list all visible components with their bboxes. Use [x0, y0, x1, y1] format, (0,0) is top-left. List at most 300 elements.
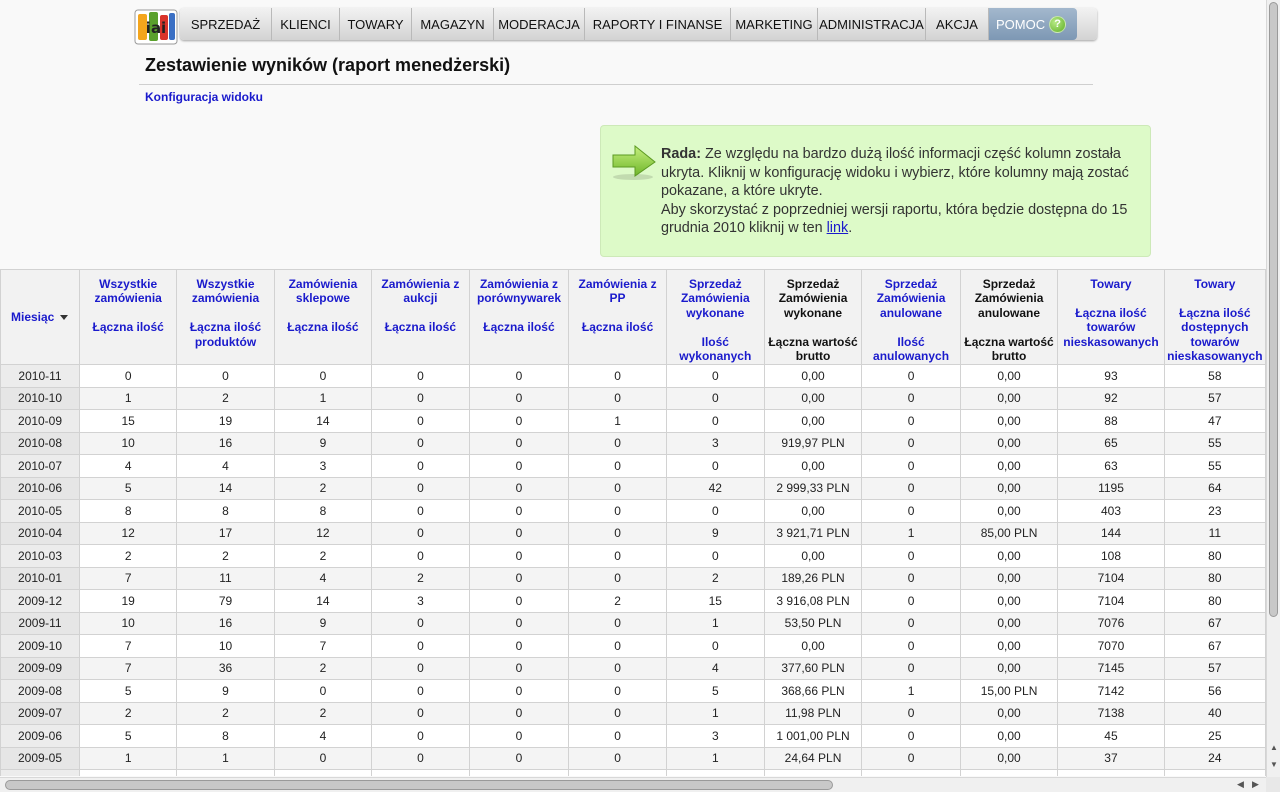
tip-line-2-end: . — [848, 220, 853, 236]
table-cell: 0 — [372, 432, 470, 455]
table-cell: 0 — [862, 477, 961, 500]
nav-akcja[interactable]: AKCJA — [926, 8, 989, 40]
table-cell: 57 — [1164, 387, 1265, 410]
table-cell: 0 — [666, 387, 764, 410]
nav-magazyn[interactable]: MAGAZYN — [412, 8, 494, 40]
month-cell: 2010-01 — [1, 567, 80, 590]
old-report-link[interactable]: link — [826, 220, 849, 236]
table-cell: 8 — [177, 725, 274, 748]
table-cell: 0 — [569, 680, 667, 703]
table-cell: 55 — [1164, 432, 1265, 455]
page-title: Zestawienie wyników (raport menedżerski) — [145, 55, 511, 75]
scroll-left-arrow-icon[interactable]: ◀ — [1237, 779, 1244, 789]
table-cell: 0 — [372, 410, 470, 433]
table-cell: 10 — [80, 432, 177, 455]
table-cell: 0,00 — [960, 725, 1058, 748]
table-cell: 2 — [274, 545, 372, 568]
month-header-label: Miesiąc — [11, 309, 55, 324]
main-nav — [180, 8, 1097, 40]
table-cell: 36 — [177, 657, 274, 680]
table-cell: 0 — [862, 590, 961, 613]
table-cell: 1 — [80, 387, 177, 410]
table-cell: 0,00 — [960, 387, 1058, 410]
table-cell: 0 — [569, 612, 667, 635]
table-cell — [80, 770, 177, 777]
table-cell: 0 — [469, 725, 569, 748]
table-cell — [274, 770, 372, 777]
logo[interactable] — [134, 9, 178, 45]
tip-label: Rada: — [661, 146, 701, 162]
table-cell: 5 — [80, 477, 177, 500]
table-cell: 7145 — [1058, 657, 1164, 680]
column-header-metric: Łączna ilość — [483, 320, 555, 335]
month-cell: 2009-09 — [1, 657, 80, 680]
table-cell: 9 — [274, 432, 372, 455]
table-cell: 0,00 — [960, 590, 1058, 613]
table-cell: 0 — [666, 545, 764, 568]
table-cell: 11,98 PLN — [764, 702, 862, 725]
report-table-body — [1, 365, 1266, 777]
table-cell: 2 — [177, 702, 274, 725]
table-cell: 1 — [862, 680, 961, 703]
table-cell: 0 — [569, 635, 667, 658]
month-cell: 2009-08 — [1, 680, 80, 703]
table-cell: 377,60 PLN — [764, 657, 862, 680]
table-cell: 64 — [1164, 477, 1265, 500]
column-header-month[interactable] — [1, 270, 80, 365]
table-cell: 19 — [177, 410, 274, 433]
table-row — [1, 432, 1266, 455]
column-header[interactable] — [80, 270, 177, 365]
table-cell: 85,00 PLN — [960, 522, 1058, 545]
nav-administracja[interactable]: ADMINISTRACJA — [818, 8, 926, 40]
table-cell: 2 — [372, 567, 470, 590]
table-cell: 0 — [569, 567, 667, 590]
table-cell: 0 — [666, 365, 764, 388]
table-cell: 80 — [1164, 590, 1265, 613]
table-cell: 10 — [177, 635, 274, 658]
table-cell: 1 — [274, 387, 372, 410]
table-cell: 0 — [569, 522, 667, 545]
month-cell: 2010-09 — [1, 410, 80, 433]
table-cell: 0 — [469, 567, 569, 590]
table-cell: 0 — [469, 545, 569, 568]
column-header-group: Wszystkie zamówienia — [94, 277, 162, 306]
table-cell: 56 — [1164, 680, 1265, 703]
vertical-scrollbar[interactable] — [1266, 0, 1280, 777]
table-cell: 0 — [862, 725, 961, 748]
table-cell: 14 — [177, 477, 274, 500]
table-cell: 67 — [1164, 635, 1265, 658]
table-cell: 0 — [372, 387, 470, 410]
table-row — [1, 590, 1266, 613]
table-cell: 7 — [80, 657, 177, 680]
table-cell: 0 — [862, 567, 961, 590]
table-cell: 2 — [569, 590, 667, 613]
table-cell: 403 — [1058, 500, 1164, 523]
table-cell: 1 — [666, 702, 764, 725]
table-cell: 92 — [1058, 387, 1164, 410]
table-cell: 2 — [80, 545, 177, 568]
table-cell — [862, 770, 961, 777]
table-cell: 0 — [372, 747, 470, 770]
table-cell: 1 — [80, 747, 177, 770]
table-cell: 0 — [862, 500, 961, 523]
view-config-link[interactable]: Konfiguracja widoku — [145, 90, 264, 104]
table-cell: 0,00 — [960, 702, 1058, 725]
table-row — [1, 567, 1266, 590]
table-cell: 47 — [1164, 410, 1265, 433]
table-cell — [1164, 770, 1265, 777]
table-cell: 4 — [666, 657, 764, 680]
table-cell: 0,00 — [960, 545, 1058, 568]
nav-raporty-i-finanse[interactable]: RAPORTY I FINANSE — [585, 8, 731, 40]
table-cell: 15 — [666, 590, 764, 613]
table-row — [1, 747, 1266, 770]
table-cell: 8 — [80, 500, 177, 523]
column-header-metric: Łączna wartość brutto — [768, 334, 858, 364]
nav-moderacja[interactable]: MODERACJA — [494, 8, 585, 40]
table-cell: 4 — [80, 455, 177, 478]
horizontal-scroll-thumb[interactable] — [5, 780, 833, 790]
table-cell: 0,00 — [960, 657, 1058, 680]
table-cell — [666, 770, 764, 777]
table-cell: 12 — [80, 522, 177, 545]
month-cell: 2009-12 — [1, 590, 80, 613]
table-cell: 0 — [569, 500, 667, 523]
table-cell: 0 — [666, 500, 764, 523]
table-cell: 7104 — [1058, 567, 1164, 590]
table-cell: 0 — [569, 387, 667, 410]
table-cell: 0 — [862, 545, 961, 568]
table-cell: 0,00 — [764, 500, 862, 523]
title-divider — [139, 84, 1093, 85]
table-cell: 0 — [569, 365, 667, 388]
column-header[interactable] — [1058, 270, 1164, 365]
table-cell: 0 — [862, 432, 961, 455]
table-cell: 0,00 — [764, 365, 862, 388]
table-cell: 58 — [1164, 365, 1265, 388]
table-cell: 7142 — [1058, 680, 1164, 703]
month-cell: 2010-07 — [1, 455, 80, 478]
table-row — [1, 410, 1266, 433]
table-cell: 80 — [1164, 567, 1265, 590]
table-cell: 0 — [666, 455, 764, 478]
column-header-metric: Ilość anulowanych — [873, 334, 950, 364]
table-cell: 11 — [1164, 522, 1265, 545]
table-row — [1, 522, 1266, 545]
table-cell: 0 — [372, 612, 470, 635]
table-cell: 0,00 — [764, 387, 862, 410]
table-cell: 63 — [1058, 455, 1164, 478]
table-cell: 7104 — [1058, 590, 1164, 613]
table-cell: 144 — [1058, 522, 1164, 545]
table-cell: 12 — [274, 522, 372, 545]
table-cell: 79 — [177, 590, 274, 613]
table-cell: 17 — [177, 522, 274, 545]
table-cell: 0,00 — [960, 612, 1058, 635]
table-cell: 4 — [274, 567, 372, 590]
nav-pomoc-label: POMOC — [996, 16, 1046, 32]
column-header-group: Sprzedaż Zamówienia anulowane — [876, 277, 946, 320]
table-row — [1, 365, 1266, 388]
table-cell: 0,00 — [960, 567, 1058, 590]
help-icon: ? — [1049, 16, 1066, 33]
table-cell: 10 — [80, 612, 177, 635]
table-cell: 0 — [274, 680, 372, 703]
column-header-metric: Łączna ilość — [287, 320, 359, 335]
table-row — [1, 477, 1266, 500]
month-cell: 2009-05 — [1, 747, 80, 770]
table-cell: 0 — [469, 477, 569, 500]
table-cell: 24 — [1164, 747, 1265, 770]
table-cell: 0 — [469, 522, 569, 545]
column-header-group: Sprzedaż Zamówienia anulowane — [974, 277, 1044, 320]
tip-box — [600, 125, 1151, 257]
table-cell: 2 — [177, 545, 274, 568]
table-cell: 0 — [469, 680, 569, 703]
sort-desc-icon — [60, 315, 68, 320]
column-header-metric: Łączna ilość dostępnych towarów nieskasowanych — [1167, 305, 1263, 364]
table-cell: 0 — [177, 365, 274, 388]
table-cell: 0 — [469, 387, 569, 410]
table-cell: 0 — [862, 657, 961, 680]
column-header — [764, 270, 862, 365]
table-cell: 7 — [274, 635, 372, 658]
table-cell: 0 — [372, 477, 470, 500]
table-cell: 3 — [666, 432, 764, 455]
table-cell: 0 — [666, 635, 764, 658]
table-cell: 0 — [569, 747, 667, 770]
table-row — [1, 545, 1266, 568]
table-cell: 0,00 — [764, 635, 862, 658]
table-cell: 0 — [862, 387, 961, 410]
table-cell: 0,00 — [960, 500, 1058, 523]
table-cell: 1 — [666, 612, 764, 635]
table-cell: 0 — [862, 365, 961, 388]
table-cell: 5 — [80, 680, 177, 703]
report-table — [0, 269, 1266, 776]
table-cell: 7138 — [1058, 702, 1164, 725]
table-cell: 4 — [177, 455, 274, 478]
month-cell: 2009-11 — [1, 612, 80, 635]
column-header-metric: Łączna ilość — [384, 320, 457, 335]
column-header-group: Towary — [1194, 277, 1236, 291]
tip-line-2: Aby skorzystać z poprzedniej wersji raportu, która będzie dostępna do 15 grudnia 2010 kliknij w ten — [661, 201, 1128, 236]
table-cell: 0 — [372, 702, 470, 725]
table-cell: 4 — [274, 725, 372, 748]
table-cell: 0 — [469, 455, 569, 478]
table-cell: 3 916,08 PLN — [764, 590, 862, 613]
table-cell: 0 — [274, 747, 372, 770]
table-cell: 189,26 PLN — [764, 567, 862, 590]
nav-towary[interactable]: TOWARY — [340, 8, 412, 40]
table-cell: 0 — [372, 522, 470, 545]
table-cell: 16 — [177, 432, 274, 455]
scroll-up-arrow-icon[interactable]: ▲ — [1270, 743, 1278, 752]
table-cell: 9 — [177, 680, 274, 703]
table-cell — [764, 770, 862, 777]
nav-sprzedaz[interactable]: SPRZEDAŻ — [180, 8, 272, 40]
table-cell: 0,00 — [960, 635, 1058, 658]
table-cell: 2 — [274, 477, 372, 500]
column-header-metric: Łączna ilość — [92, 320, 164, 335]
table-cell: 0,00 — [960, 477, 1058, 500]
table-cell: 11 — [177, 567, 274, 590]
table-cell: 7 — [80, 635, 177, 658]
table-cell — [1058, 770, 1164, 777]
table-cell: 2 — [666, 567, 764, 590]
table-cell: 1195 — [1058, 477, 1164, 500]
table-cell: 24,64 PLN — [764, 747, 862, 770]
table-cell — [469, 770, 569, 777]
column-header[interactable] — [177, 270, 274, 365]
table-cell: 0 — [862, 702, 961, 725]
table-cell: 0 — [469, 500, 569, 523]
table-cell: 0 — [469, 365, 569, 388]
table-cell: 0 — [469, 410, 569, 433]
table-cell: 14 — [274, 590, 372, 613]
table-cell: 0 — [862, 455, 961, 478]
table-cell: 65 — [1058, 432, 1164, 455]
table-row — [1, 770, 1266, 777]
table-cell: 0 — [372, 725, 470, 748]
table-cell: 37 — [1058, 747, 1164, 770]
table-cell: 14 — [274, 410, 372, 433]
table-cell: 0 — [569, 477, 667, 500]
table-cell: 2 — [274, 657, 372, 680]
column-header-group: Wszystkie zamówienia — [191, 277, 260, 306]
month-cell: 2010-08 — [1, 432, 80, 455]
table-cell: 67 — [1164, 612, 1265, 635]
column-header[interactable] — [469, 270, 569, 365]
table-cell: 15,00 PLN — [960, 680, 1058, 703]
month-cell: 2009-10 — [1, 635, 80, 658]
table-cell: 0,00 — [960, 432, 1058, 455]
tip-line-1: Ze względu na bardzo dużą ilość informacji część kolumn została ukryta. Kliknij w konfigurację widoku i wybierz, które kolumny mają zostać pokazane, a które ukryte. — [661, 146, 1129, 199]
table-cell: 0 — [862, 612, 961, 635]
table-cell: 16 — [177, 612, 274, 635]
table-cell: 80 — [1164, 545, 1265, 568]
table-cell: 1 001,00 PLN — [764, 725, 862, 748]
table-cell — [177, 770, 274, 777]
table-row — [1, 702, 1266, 725]
table-cell: 0 — [469, 590, 569, 613]
table-cell: 7070 — [1058, 635, 1164, 658]
table-cell: 0 — [469, 432, 569, 455]
column-header-metric: Ilość wykonanych — [679, 334, 752, 364]
column-header-group: Zamówienia z aukcji — [381, 277, 460, 306]
month-cell: 2009-06 — [1, 725, 80, 748]
column-header[interactable] — [1164, 270, 1265, 365]
table-cell: 0 — [569, 657, 667, 680]
column-header-metric: Łączna ilość towarów nieskasowanych — [1063, 305, 1159, 349]
column-header-group: Sprzedaż Zamówienia wykonane — [778, 277, 848, 320]
table-cell: 55 — [1164, 455, 1265, 478]
table-cell: 8 — [177, 500, 274, 523]
nav-pomoc[interactable] — [989, 8, 1077, 40]
table-cell: 53,50 PLN — [764, 612, 862, 635]
column-header — [960, 270, 1058, 365]
table-cell: 25 — [1164, 725, 1265, 748]
table-cell: 5 — [80, 725, 177, 748]
table-cell: 19 — [80, 590, 177, 613]
table-cell: 2 999,33 PLN — [764, 477, 862, 500]
svg-text:iai: iai — [145, 19, 167, 37]
table-cell: 3 — [274, 455, 372, 478]
nav-klienci[interactable]: KLIENCI — [272, 8, 340, 40]
table-cell: 0 — [862, 635, 961, 658]
table-cell: 93 — [1058, 365, 1164, 388]
table-cell: 2 — [177, 387, 274, 410]
table-cell: 0,00 — [764, 410, 862, 433]
table-cell — [569, 770, 667, 777]
table-cell: 0 — [372, 500, 470, 523]
column-header[interactable] — [569, 270, 667, 365]
table-cell: 15 — [80, 410, 177, 433]
table-cell: 0 — [469, 747, 569, 770]
month-cell: 2010-06 — [1, 477, 80, 500]
column-header-metric: Łączna ilość produktów — [189, 320, 262, 349]
table-row — [1, 387, 1266, 410]
logo-image — [134, 9, 178, 45]
table-cell: 1 — [177, 747, 274, 770]
table-cell: 0 — [372, 365, 470, 388]
column-header[interactable] — [666, 270, 764, 365]
table-cell: 0 — [372, 635, 470, 658]
nav-marketing[interactable]: MARKETING — [731, 8, 818, 40]
scroll-right-arrow-icon[interactable]: ▶ — [1252, 779, 1259, 789]
vertical-scroll-thumb[interactable] — [1269, 2, 1278, 617]
report-table-container — [0, 269, 1266, 776]
table-cell: 0,00 — [960, 455, 1058, 478]
column-header[interactable] — [274, 270, 372, 365]
table-cell: 0 — [862, 410, 961, 433]
table-cell: 9 — [274, 612, 372, 635]
month-cell: 2010-10 — [1, 387, 80, 410]
table-cell: 0 — [666, 410, 764, 433]
table-cell: 1 — [569, 410, 667, 433]
table-cell: 0,00 — [764, 455, 862, 478]
column-header[interactable] — [372, 270, 470, 365]
month-cell — [1, 770, 80, 777]
table-cell: 0 — [469, 702, 569, 725]
table-cell: 5 — [666, 680, 764, 703]
table-cell: 1 — [666, 747, 764, 770]
table-cell: 0,00 — [960, 747, 1058, 770]
column-header-group: Zamówienia z porównywarek — [476, 277, 561, 306]
column-header-group: Towary — [1090, 277, 1132, 291]
table-cell: 0 — [372, 680, 470, 703]
table-cell: 0 — [372, 545, 470, 568]
table-row — [1, 680, 1266, 703]
table-cell: 57 — [1164, 657, 1265, 680]
table-row — [1, 455, 1266, 478]
table-cell: 0 — [372, 455, 470, 478]
horizontal-scrollbar[interactable] — [0, 777, 1266, 792]
scroll-down-arrow-icon[interactable]: ▼ — [1270, 760, 1278, 769]
table-cell: 9 — [666, 522, 764, 545]
table-cell: 42 — [666, 477, 764, 500]
table-cell: 3 — [666, 725, 764, 748]
column-header-metric: Łączna ilość — [581, 320, 654, 335]
column-header[interactable] — [862, 270, 961, 365]
table-cell: 0 — [569, 725, 667, 748]
table-cell: 45 — [1058, 725, 1164, 748]
table-cell: 0 — [569, 545, 667, 568]
table-cell: 919,97 PLN — [764, 432, 862, 455]
scrollbar-corner — [1266, 777, 1280, 792]
